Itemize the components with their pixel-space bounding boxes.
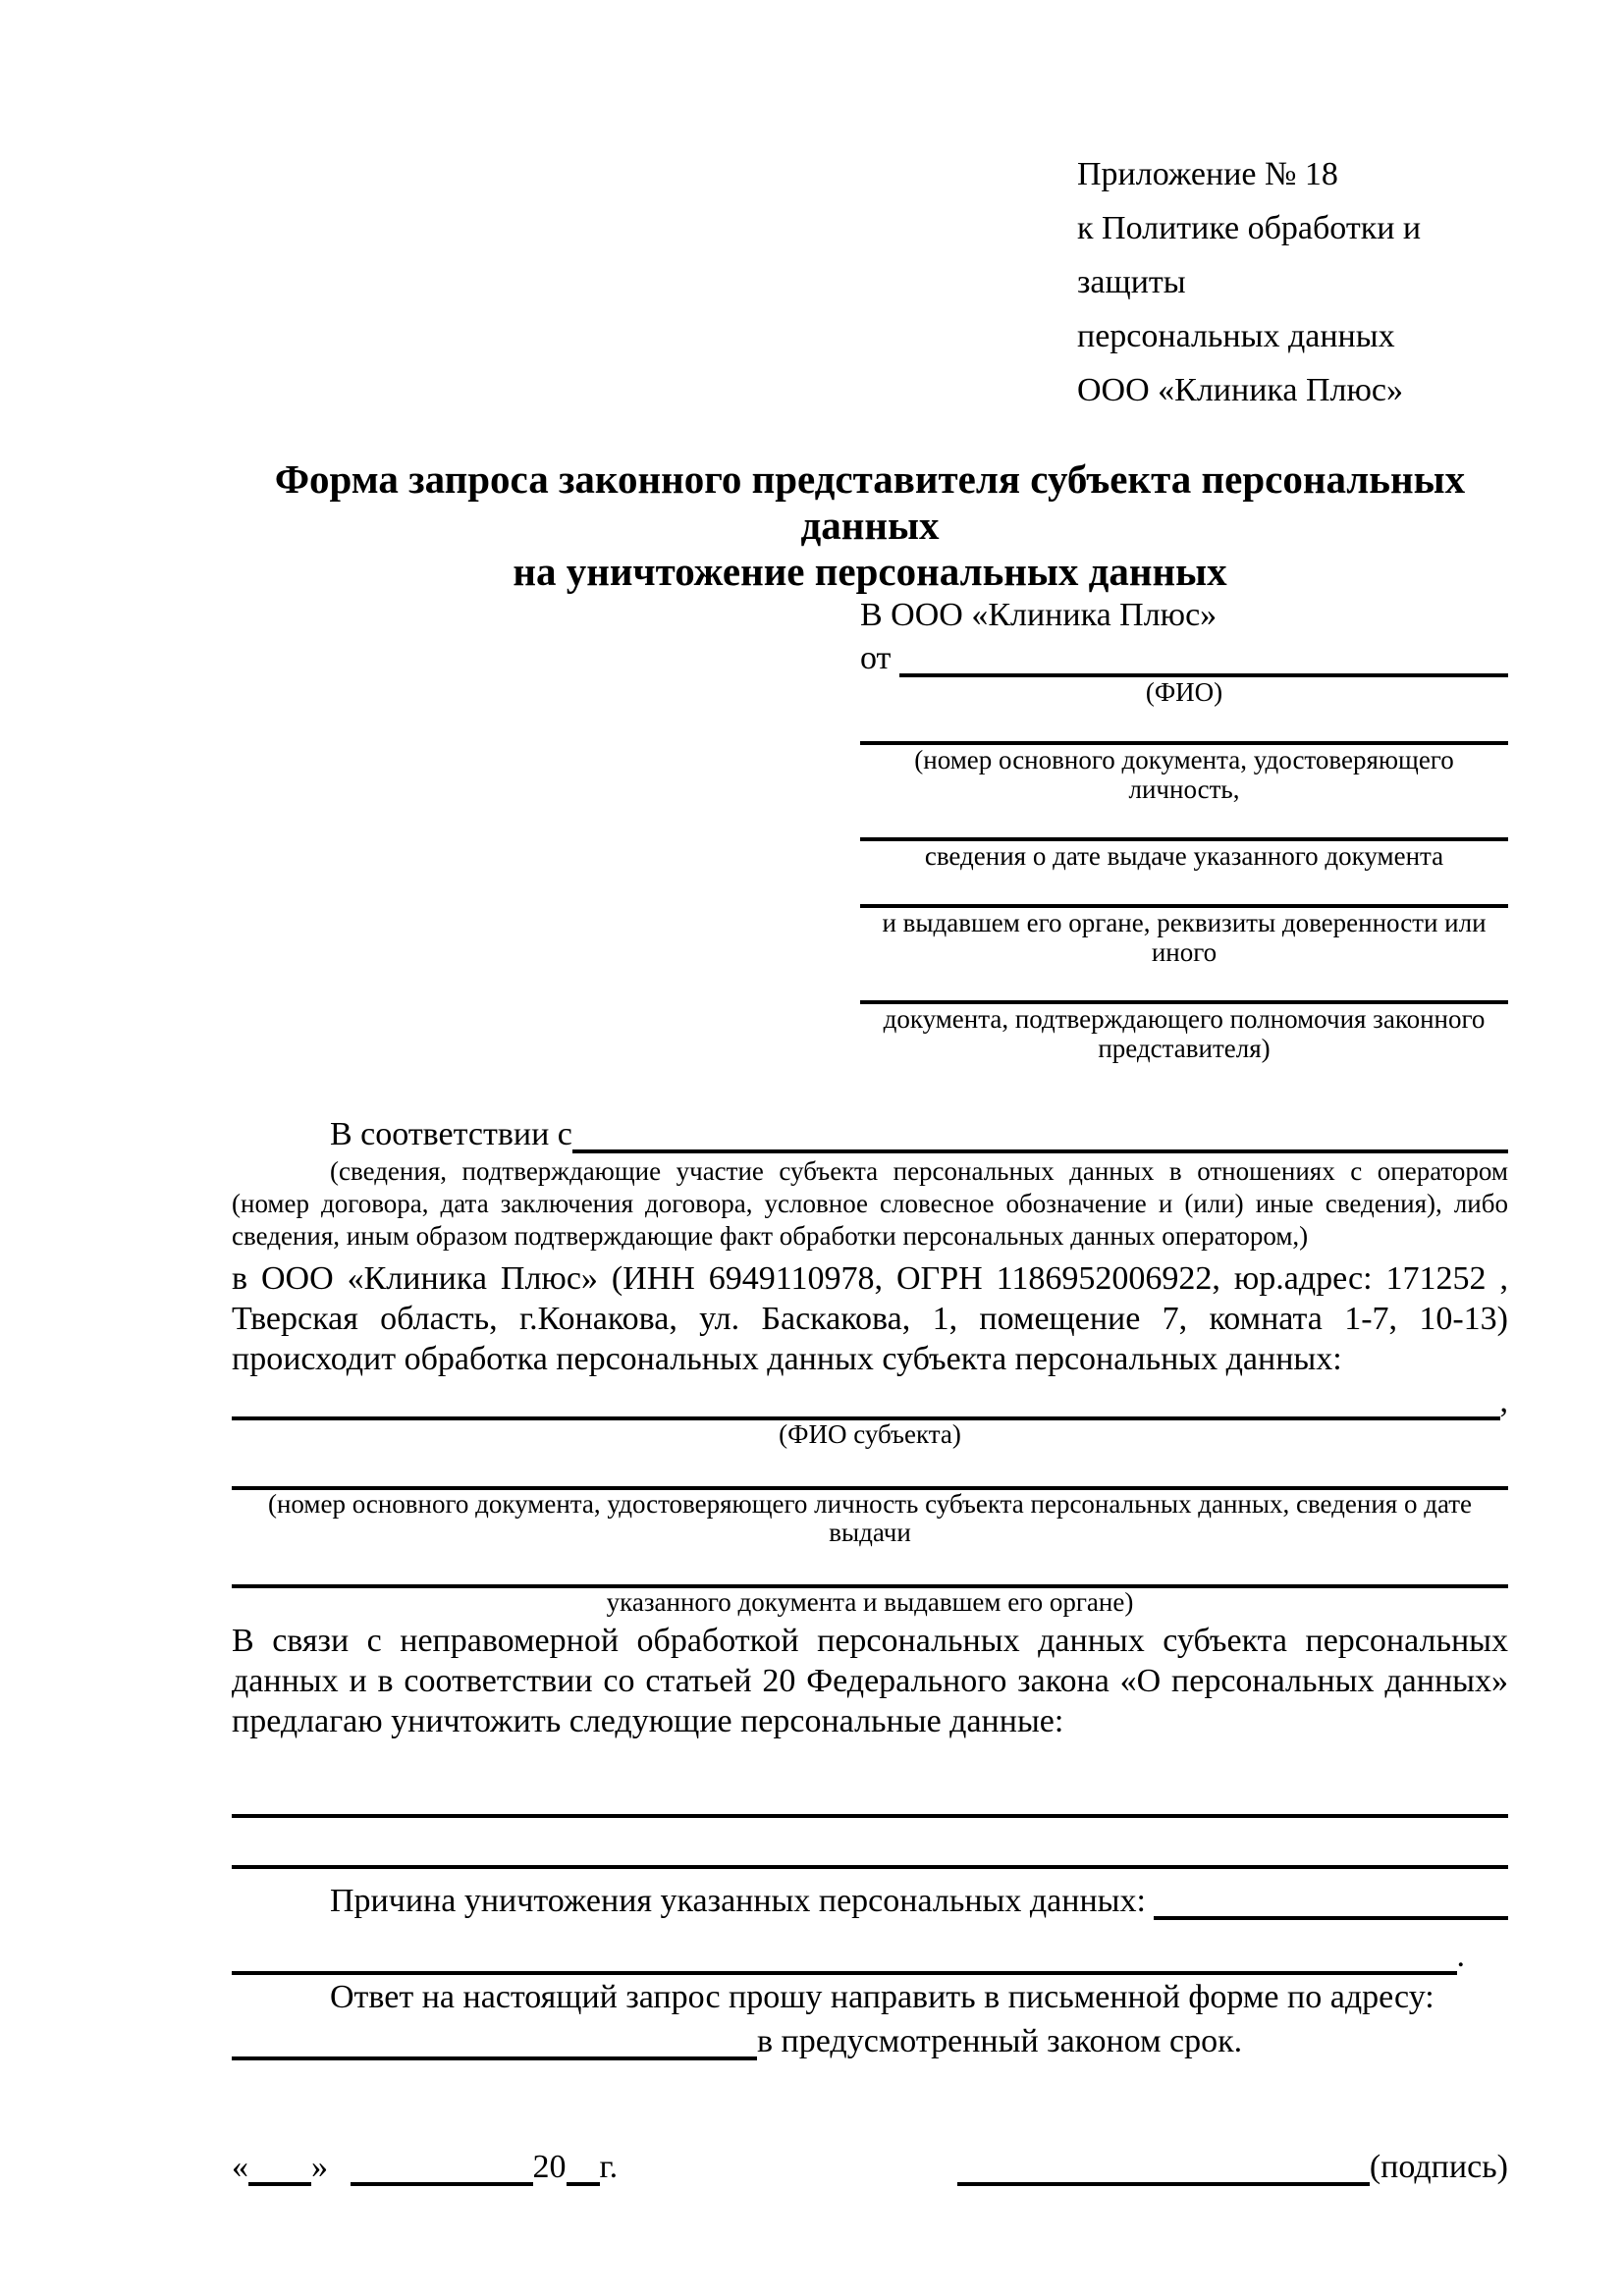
basis-lead-text: В соответствии с: [330, 1116, 572, 1152]
date-year-field[interactable]: [567, 2149, 600, 2186]
document-title-line-1: Форма запроса законного представителя субъекта персональных данных: [274, 456, 1466, 548]
date-field-group: [232, 2149, 618, 2186]
date-month-field[interactable]: [351, 2149, 533, 2186]
destruction-request-paragraph: В связи с неправомерной обработкой персональных данных субъекта персональных данных и в соответствии со статьей 20 Федерального закона «О персональных данных» предлагаю уничтожить следующие персональные данные:: [232, 1623, 1508, 1739]
date-year-suffix: г.: [599, 2149, 619, 2185]
reason-lead-text: Причина уничтожения указанных персональных данных:: [330, 1883, 1155, 1919]
personal-data-field-line-1[interactable]: [232, 1814, 1508, 1818]
basis-note: (сведения, подтверждающие участие субъекта персональных данных в отношениях с оператором (номер договора, дата заключения договора, условное словесное обозначение и (или) иные сведения), либо сведения, иным образом подтверждающие факт обработки персональных данных оператором,): [232, 1156, 1508, 1251]
reason-field[interactable]: [1154, 1916, 1508, 1920]
reason-terminator: .: [1456, 1938, 1465, 1974]
addressee-block: [860, 595, 1508, 1063]
reply-address-field[interactable]: [232, 2056, 757, 2060]
field-caption-document-number: (номер основного документа, удостоверяющего личность,: [914, 745, 1454, 804]
field-caption-authority-document: документа, подтверждающего полномочия законного представителя): [883, 1004, 1486, 1063]
subject-line-comma: ,: [1499, 1383, 1508, 1419]
field-caption-fio: (ФИО): [1145, 677, 1223, 707]
field-caption-issuer: и выдавшем его органе, реквизиты доверенности или иного: [882, 908, 1487, 967]
basis-field[interactable]: [572, 1149, 1508, 1153]
field-caption-issue-date: сведения о дате выдаче указанного документа: [924, 841, 1444, 871]
operator-details-paragraph: в ООО «Клиника Плюс» (ИНН 6949110978, ОГРН 1186952006922, юр.адрес: 171252 , Тверская область, г.Конакова, ул. Баскакова, 1, помещение 7, комната 1-7, 10-13) происходит обработка персональных данных субъекта персональных данных:: [232, 1260, 1508, 1377]
appendix-header-line: Приложение № 18: [1077, 156, 1338, 192]
date-quote-open: «: [232, 2149, 248, 2185]
personal-data-field-line-2[interactable]: [232, 1865, 1508, 1869]
appendix-header-line: персональных данных: [1077, 318, 1395, 354]
reply-tail-text: в предусмотренный законом срок.: [757, 2023, 1243, 2059]
field-caption-subject-document: (номер основного документа, удостоверяющего личность субъекта персональных данных, сведения о дате выдачи: [267, 1489, 1473, 1547]
signature-group: [957, 2149, 1508, 2186]
document-title-line-2: на уничтожение персональных данных: [513, 549, 1227, 594]
appendix-header-line: ООО «Клиника Плюс»: [1077, 372, 1403, 408]
addressee-organization: В ООО «Клиника Плюс»: [860, 597, 1218, 633]
date-quote-close: »: [311, 2149, 337, 2185]
date-year-prefix: 20: [532, 2149, 567, 2185]
appendix-header: [1077, 147, 1508, 417]
field-caption-subject-issuer: указанного документа и выдавшем его органе): [606, 1587, 1134, 1617]
field-caption-subject-fio: (ФИО субъекта): [779, 1419, 961, 1449]
signature-field[interactable]: [957, 2149, 1370, 2186]
date-day-field[interactable]: [248, 2149, 311, 2186]
reply-address-paragraph: Ответ на настоящий запрос прошу направить в письменной форме по адресу:: [330, 1979, 1435, 2015]
appendix-header-line: к Политике обработки и защиты: [1077, 210, 1422, 300]
from-label: от: [860, 640, 899, 676]
reason-field-continuation[interactable]: [232, 1971, 1457, 1975]
signature-caption: (подпись): [1369, 2149, 1508, 2185]
document-title: [232, 456, 1508, 595]
